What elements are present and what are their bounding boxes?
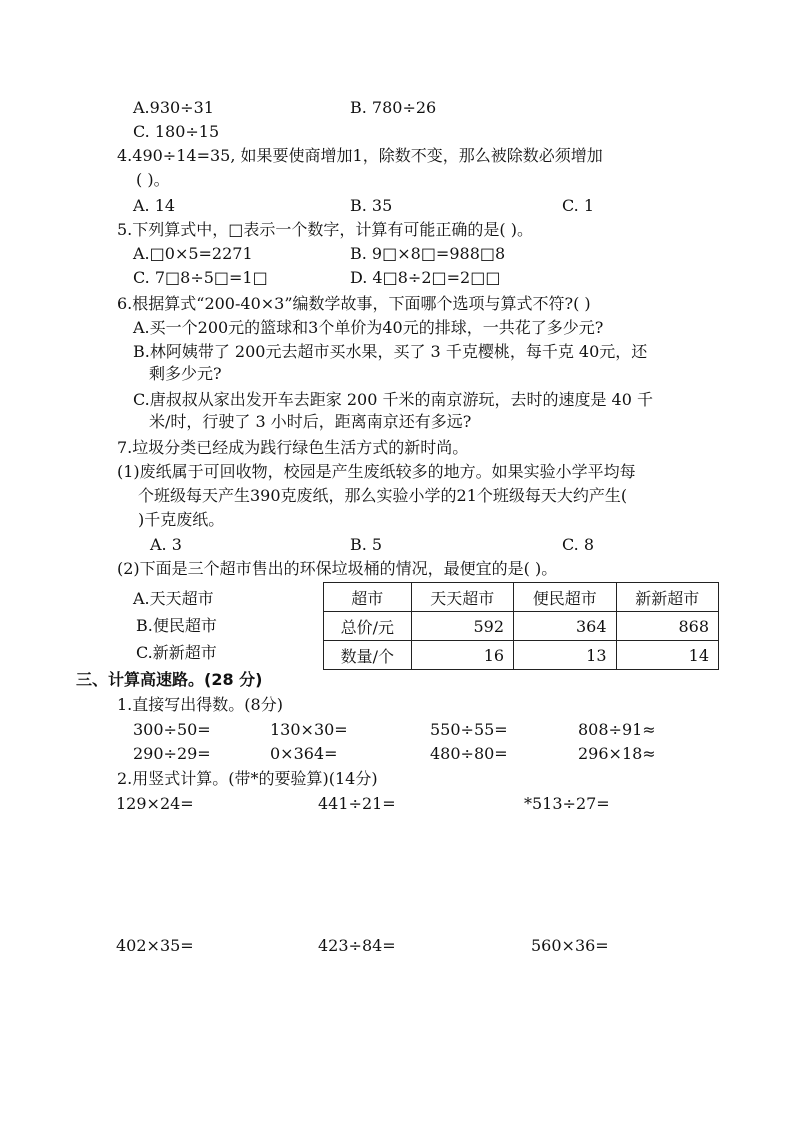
table-cell: 364 [514, 612, 616, 641]
q3-option-c: C. 180÷15 [133, 122, 220, 141]
q7-part2-option-b: B.便民超市 [136, 616, 217, 635]
q7-part2-option-a: A.天天超市 [133, 589, 214, 608]
q7-part2-stem: (2)下面是三个超市售出的环保垃圾桶的情况，最便宜的是( )。 [117, 559, 558, 578]
table-row-label: 总价/元 [324, 612, 412, 641]
table-row [324, 641, 719, 670]
q7-part1-line2: 个班级每天产生390克废纸，那么实验小学的21个班级每天大约产生( [138, 486, 628, 505]
q4-stem: 4.490÷14=35, 如果要使商增加1，除数不变，那么被除数必须增加 [117, 146, 603, 165]
section-3-title: 三、计算高速路。(28 分) [76, 670, 263, 689]
q6-stem: 6.根据算式“200-40×3”编数学故事，下面哪个选项与算式不符?( ) [117, 294, 591, 313]
table-row [324, 612, 719, 641]
q5-option-d: D. 4□8÷2□=2□□ [350, 268, 501, 287]
section-3-sub2: 2.用竖式计算。(带*的要验算)(14分) [117, 769, 378, 788]
vertical-calc-item: 560×36= [531, 936, 609, 955]
oral-calc-item: 290÷29= [133, 744, 211, 763]
q7-part1-line1: (1)废纸属于可回收物，校园是产生废纸较多的地方。如果实验小学平均每 [117, 462, 636, 481]
q6-option-c-line1: C.唐叔叔从家出发开车去距家 200 千米的南京游玩，去时的速度是 40 千 [133, 390, 654, 409]
q7-part1-option-b: B. 5 [350, 535, 383, 554]
table-header-row [324, 583, 719, 612]
vertical-calc-item: 402×35= [116, 936, 194, 955]
q7-stem: 7.垃圾分类已经成为践行绿色生活方式的新时尚。 [117, 438, 469, 457]
vertical-calc-item: *513÷27= [524, 794, 610, 813]
oral-calc-item: 130×30= [270, 720, 348, 739]
vertical-calc-item: 129×24= [116, 794, 194, 813]
q7-part2-option-c: C.新新超市 [136, 643, 217, 662]
q6-option-c-line2: 米/时，行驶了 3 小时后，距离南京还有多远? [149, 412, 472, 431]
q7-part1-line3: )千克废纸。 [138, 510, 225, 529]
vertical-calc-item: 423÷84= [318, 936, 396, 955]
q6-option-a: A.买一个200元的篮球和3个单价为40元的排球，一共花了多少元? [133, 318, 604, 337]
q3-option-b: B. 780÷26 [350, 98, 437, 117]
table-header-cell: 便民超市 [514, 583, 616, 612]
oral-calc-item: 550÷55= [430, 720, 508, 739]
q6-option-b-line1: B.林阿姨带了 200元去超市买水果，买了 3 千克樱桃，每千克 40元，还 [133, 342, 648, 361]
q4-option-b: B. 35 [350, 196, 393, 215]
q5-option-b: B. 9□×8□=988□8 [350, 244, 506, 263]
q6-option-b-line2: 剩多少元? [149, 364, 222, 383]
table-cell: 14 [616, 641, 718, 670]
vertical-calc-item: 441÷21= [318, 794, 396, 813]
q5-stem: 5.下列算式中，□表示一个数字，计算有可能正确的是( )。 [117, 220, 533, 239]
table-header-cell: 超市 [324, 583, 412, 612]
table-cell: 592 [411, 612, 513, 641]
table-row-label: 数量/个 [324, 641, 412, 670]
section-3-sub1: 1.直接写出得数。(8分) [117, 695, 283, 714]
q3-option-a: A.930÷31 [133, 98, 214, 117]
q5-option-a: A.□0×5=2271 [133, 244, 253, 263]
oral-calc-item: 808÷91≈ [578, 720, 656, 739]
oral-calc-item: 0×364= [270, 744, 338, 763]
oral-calc-item: 296×18≈ [578, 744, 656, 763]
q4-stem-cont: ( )。 [136, 170, 170, 189]
q4-option-a: A. 14 [133, 196, 176, 215]
table-cell: 16 [411, 641, 513, 670]
oral-calc-item: 480÷80= [430, 744, 508, 763]
table-header-cell: 天天超市 [411, 583, 513, 612]
supermarket-table [323, 582, 719, 670]
q7-part1-option-c: C. 8 [562, 535, 595, 554]
table-cell: 868 [616, 612, 718, 641]
q4-option-c: C. 1 [562, 196, 595, 215]
table-cell: 13 [514, 641, 616, 670]
q7-part1-option-a: A. 3 [150, 535, 182, 554]
oral-calc-item: 300÷50= [133, 720, 211, 739]
table-header-cell: 新新超市 [616, 583, 718, 612]
q5-option-c: C. 7□8÷5□=1□ [133, 268, 268, 287]
